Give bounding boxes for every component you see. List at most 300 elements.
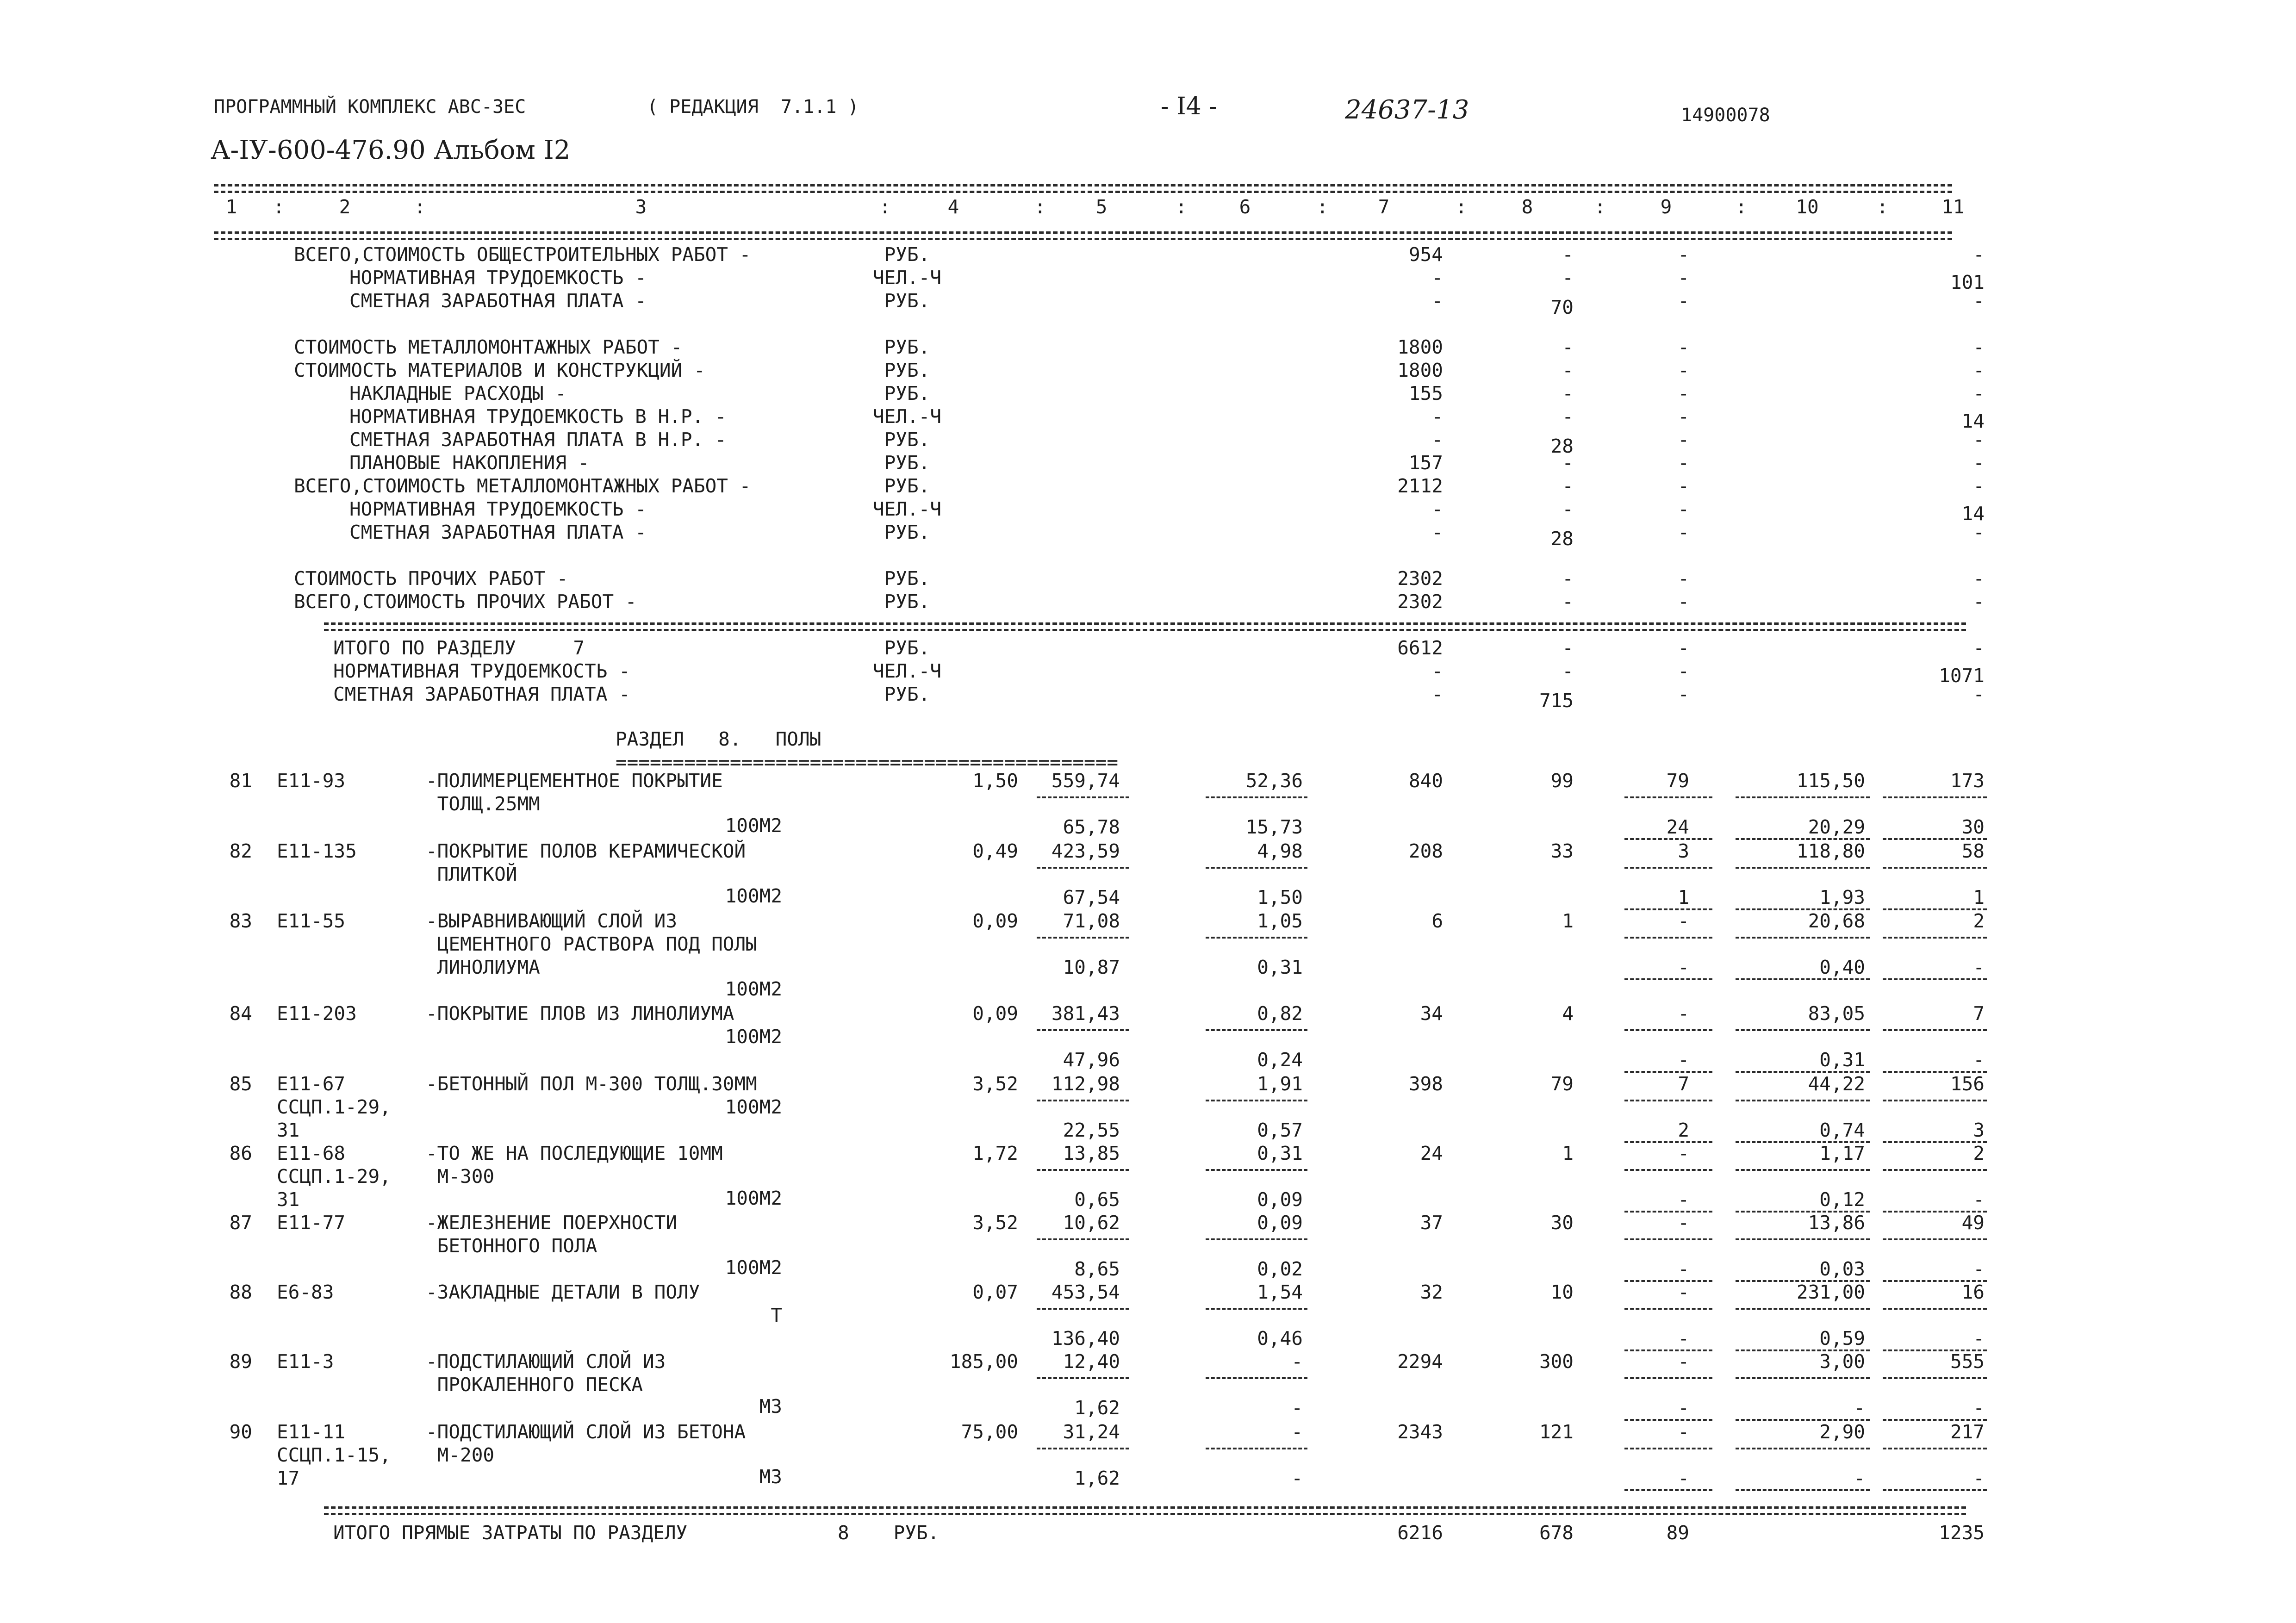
item-rule-col11	[1883, 1100, 1987, 1101]
header-rule-bottom	[214, 231, 1952, 234]
item-col11-wage: -	[1973, 1188, 1985, 1211]
summary-label: ВСЕГО,СТОИМОСТЬ ОБЩЕСТРОИТЕЛЬНЫХ РАБОТ -	[294, 243, 751, 266]
item-rule-col11	[1883, 796, 1987, 798]
item-rule-under-wage-col9	[1624, 978, 1712, 980]
item-rule-col9	[1624, 1308, 1712, 1310]
section-title: РАЗДЕЛ 8. ПОЛЫ	[616, 728, 821, 750]
item-unit: 100М2	[725, 978, 782, 1000]
item-unit: 100М2	[725, 1256, 782, 1279]
summary-unit: ЧЕЛ.-Ч	[872, 267, 942, 289]
column-separator: :	[1736, 196, 1747, 218]
item-rule-col10	[1736, 1238, 1870, 1240]
item-rule-under-wage-col9	[1624, 1489, 1712, 1491]
item-rule-under-wage-col11	[1883, 1489, 1987, 1491]
item-col9-total: 79	[1666, 770, 1689, 792]
final-total-unit: РУБ.	[893, 1522, 940, 1544]
item-col10-wage: 0,03	[1819, 1258, 1865, 1280]
header-rule-bottom-2	[214, 238, 1952, 240]
item-number: 81	[229, 770, 252, 792]
item-number: 84	[229, 1002, 252, 1025]
item-rule-under-wage-col9	[1624, 908, 1712, 910]
summary-col9: -	[1678, 405, 1689, 428]
item-col10-total: 1,17	[1819, 1142, 1865, 1164]
item-rule-col6	[1206, 867, 1307, 869]
item-rule-col5	[1037, 867, 1129, 869]
item-rule-col9	[1624, 1100, 1712, 1101]
summary-col11: -	[1973, 475, 1985, 497]
summary-col7: 155	[1408, 382, 1443, 404]
item-col10-total: 3,00	[1819, 1350, 1865, 1373]
header-rule-top-2	[214, 191, 1952, 193]
item-rule-col6	[1206, 1238, 1307, 1240]
item-col6-total: -	[1291, 1421, 1303, 1443]
summary-label: ПЛАНОВЫЕ НАКОПЛЕНИЯ -	[349, 452, 590, 474]
column-separator: :	[273, 196, 285, 218]
section-total-label: СМЕТНАЯ ЗАРАБОТНАЯ ПЛАТА -	[333, 683, 630, 705]
item-col7: 208	[1408, 840, 1443, 862]
summary-label: СТОИМОСТЬ МАТЕРИАЛОВ И КОНСТРУКЦИЙ -	[294, 359, 705, 381]
summary-col8: 28	[1550, 435, 1574, 457]
summary-col8: 28	[1550, 528, 1574, 550]
item-col5-wage: 136,40	[1051, 1327, 1120, 1349]
item-col11-total: 2	[1973, 910, 1985, 932]
item-number: 87	[229, 1212, 252, 1234]
item-col9-total: -	[1678, 910, 1689, 932]
item-rule-col9	[1624, 1029, 1712, 1031]
item-col9-wage: 2	[1678, 1119, 1689, 1141]
item-col10-wage: 0,12	[1819, 1188, 1865, 1211]
item-col11-wage: -	[1973, 1467, 1985, 1489]
item-col7: 32	[1420, 1281, 1443, 1303]
item-quantity: 75,00	[961, 1421, 1018, 1443]
summary-col7: -	[1431, 521, 1443, 543]
summary-label: ВСЕГО,СТОИМОСТЬ ПРОЧИХ РАБОТ -	[294, 591, 637, 613]
column-number: 7	[1378, 196, 1390, 218]
final-total-col9: 89	[1666, 1522, 1689, 1544]
item-col6-total: -	[1291, 1350, 1303, 1373]
summary-col9: -	[1678, 475, 1689, 497]
item-rule-col10	[1736, 867, 1870, 869]
summary-label: СМЕТНАЯ ЗАРАБОТНАЯ ПЛАТА -	[349, 290, 647, 312]
section-total-col7: -	[1431, 683, 1443, 705]
item-col7: 398	[1408, 1073, 1443, 1095]
summary-col9: -	[1678, 452, 1689, 474]
summary-col8: -	[1562, 475, 1574, 497]
item-description: ТОЛЩ.25ММ	[426, 793, 540, 815]
header-rule-top	[214, 184, 1952, 187]
summary-label: СТОИМОСТЬ МЕТАЛЛОМОНТАЖНЫХ РАБОТ -	[294, 336, 683, 358]
item-col5-total: 13,85	[1063, 1142, 1120, 1164]
item-col5-total: 31,24	[1063, 1421, 1120, 1443]
item-col6-wage: 0,31	[1257, 956, 1303, 978]
item-col9-wage: -	[1678, 1258, 1689, 1280]
item-code: 31	[277, 1188, 300, 1211]
column-separator: :	[1877, 196, 1888, 218]
item-col11-total: 217	[1950, 1421, 1985, 1443]
item-col11-total: 49	[1961, 1212, 1985, 1234]
item-rule-col9	[1624, 1377, 1712, 1379]
summary-col7: -	[1431, 429, 1443, 451]
item-rule-col10	[1736, 1169, 1870, 1171]
item-col5-total: 10,62	[1063, 1212, 1120, 1234]
item-col9-total: 3	[1678, 840, 1689, 862]
program-name: ПРОГРАММНЫЙ КОМПЛЕКС АВС-3ЕС	[214, 96, 526, 118]
summary-col11: 14	[1961, 503, 1985, 525]
item-col10-wage: 20,29	[1808, 816, 1865, 838]
summary-col8: -	[1562, 498, 1574, 520]
summary-col7: -	[1431, 267, 1443, 289]
section-total-label: ИТОГО ПО РАЗДЕЛУ 7	[333, 637, 585, 659]
item-quantity: 185,00	[949, 1350, 1018, 1373]
item-quantity: 1,72	[972, 1142, 1018, 1164]
item-col11-total: 555	[1950, 1350, 1985, 1373]
item-col10-total: 44,22	[1808, 1073, 1865, 1095]
item-code: ССЦП.1-29,	[277, 1096, 391, 1118]
summary-col7: 2112	[1397, 475, 1443, 497]
item-rule-col9	[1624, 1169, 1712, 1171]
item-col9-total: -	[1678, 1281, 1689, 1303]
item-col6-total: 52,36	[1245, 770, 1303, 792]
edition: ( РЕДАКЦИЯ 7.1.1 )	[647, 96, 859, 118]
summary-col8: -	[1562, 405, 1574, 428]
item-col10-wage: 0,59	[1819, 1327, 1865, 1349]
summary-col7: 157	[1408, 452, 1443, 474]
item-col11-wage: 1	[1973, 886, 1985, 908]
summary-col9: -	[1678, 498, 1689, 520]
item-rule-col10	[1736, 1029, 1870, 1031]
summary-unit: РУБ.	[884, 290, 930, 312]
summary-unit: РУБ.	[884, 359, 930, 381]
item-col5-total: 71,08	[1063, 910, 1120, 932]
item-col5-wage: 1,62	[1074, 1397, 1120, 1419]
item-rule-col5	[1037, 1100, 1129, 1101]
section-total-col11: -	[1973, 637, 1985, 659]
item-number: 89	[229, 1350, 252, 1373]
item-col11-wage: 30	[1961, 816, 1985, 838]
item-rule-col9	[1624, 867, 1712, 869]
summary-col8: -	[1562, 267, 1574, 289]
item-code: 31	[277, 1119, 300, 1141]
section-underline: ============================================	[616, 751, 1119, 773]
item-col10-wage: 1,93	[1819, 886, 1865, 908]
item-rule-col6	[1206, 1448, 1307, 1449]
item-col7: 6	[1431, 910, 1443, 932]
item-rule-col5	[1037, 937, 1129, 939]
column-number: 6	[1239, 196, 1251, 218]
item-rule-under-wage-col9	[1624, 838, 1712, 840]
summary-col11: -	[1973, 591, 1985, 613]
item-col8: 99	[1550, 770, 1574, 792]
item-code: 17	[277, 1467, 300, 1489]
item-description: ПЛИТКОЙ	[426, 863, 517, 885]
item-col11-total: 58	[1961, 840, 1985, 862]
item-rule-col6	[1206, 796, 1307, 798]
item-col10-total: 2,90	[1819, 1421, 1865, 1443]
item-col5-total: 12,40	[1063, 1350, 1120, 1373]
item-rule-under-wage-col11	[1883, 908, 1987, 910]
item-code: Е11-55	[277, 910, 346, 932]
item-col9-total: 7	[1678, 1073, 1689, 1095]
final-total-col8: 678	[1539, 1522, 1574, 1544]
summary-col9: -	[1678, 290, 1689, 312]
item-col10-total: 115,50	[1796, 770, 1865, 792]
summary-col8: -	[1562, 591, 1574, 613]
item-description: -ПОЛИМЕРЦЕМЕНТНОЕ ПОКРЫТИЕ	[426, 770, 723, 792]
item-col8: 121	[1539, 1421, 1574, 1443]
item-col5-wage: 22,55	[1063, 1119, 1120, 1141]
item-rule-under-wage-col9	[1624, 1071, 1712, 1073]
item-rule-col6	[1206, 1100, 1307, 1101]
item-col7: 840	[1408, 770, 1443, 792]
item-rule-col11	[1883, 1029, 1987, 1031]
item-col5-wage: 1,62	[1074, 1467, 1120, 1489]
column-number: 10	[1796, 196, 1819, 218]
section-total-col9: -	[1678, 637, 1689, 659]
column-number: 2	[339, 196, 351, 218]
item-rule-col5	[1037, 796, 1129, 798]
summary-label: СМЕТНАЯ ЗАРАБОТНАЯ ПЛАТА -	[349, 521, 647, 543]
column-number: 11	[1941, 196, 1965, 218]
item-col9-wage: 24	[1666, 816, 1689, 838]
item-rule-col5	[1037, 1448, 1129, 1449]
item-rule-under-wage-col9	[1624, 1419, 1712, 1421]
item-col8: 1	[1562, 910, 1574, 932]
item-col5-wage: 67,54	[1063, 886, 1120, 908]
item-col7: 2294	[1397, 1350, 1443, 1373]
column-number: 9	[1660, 196, 1672, 218]
handwritten-number: 24637-13	[1345, 95, 1469, 125]
item-rule-under-wage-col11	[1883, 978, 1987, 980]
summary-unit: РУБ.	[884, 243, 930, 266]
item-col8: 4	[1562, 1002, 1574, 1025]
item-col6-total: 0,09	[1257, 1212, 1303, 1234]
summary-col8: -	[1562, 382, 1574, 404]
summary-unit: РУБ.	[884, 382, 930, 404]
item-rule-col10	[1736, 1377, 1870, 1379]
summary-unit: ЧЕЛ.-Ч	[872, 498, 942, 520]
summary-col9: -	[1678, 336, 1689, 358]
item-col9-total: -	[1678, 1142, 1689, 1164]
item-col5-wage: 47,96	[1063, 1049, 1120, 1071]
item-col10-total: 83,05	[1808, 1002, 1865, 1025]
item-col5-wage: 10,87	[1063, 956, 1120, 978]
item-col6-wage: -	[1291, 1397, 1303, 1419]
item-unit: М3	[759, 1395, 782, 1418]
column-number: 4	[947, 196, 959, 218]
item-col10-total: 118,80	[1796, 840, 1865, 862]
item-col9-total: -	[1678, 1212, 1689, 1234]
item-quantity: 0,09	[972, 1002, 1018, 1025]
item-rule-col5	[1037, 1169, 1129, 1171]
summary-label: НОРМАТИВНАЯ ТРУДОЕМКОСТЬ -	[349, 267, 647, 289]
summary-unit: РУБ.	[884, 336, 930, 358]
summary-col7: 2302	[1397, 591, 1443, 613]
summary-label: ВСЕГО,СТОИМОСТЬ МЕТАЛЛОМОНТАЖНЫХ РАБОТ -	[294, 475, 751, 497]
summary-col8: -	[1562, 567, 1574, 590]
summary-unit: РУБ.	[884, 567, 930, 590]
item-rule-col11	[1883, 937, 1987, 939]
item-description: ПРОКАЛЕННОГО ПЕСКА	[426, 1374, 643, 1396]
item-rule-col10	[1736, 1100, 1870, 1101]
item-col10-total: 20,68	[1808, 910, 1865, 932]
item-number: 90	[229, 1421, 252, 1443]
item-col7: 37	[1420, 1212, 1443, 1234]
item-col6-total: 1,54	[1257, 1281, 1303, 1303]
section-total-rule-2	[324, 629, 1966, 631]
item-code: Е11-135	[277, 840, 357, 862]
summary-col9: -	[1678, 382, 1689, 404]
item-description: -ТО ЖЕ НА ПОСЛЕДУЮЩИЕ 10ММ	[426, 1142, 723, 1164]
column-number: 8	[1521, 196, 1533, 218]
item-col6-total: 4,98	[1257, 840, 1303, 862]
final-total-col7: 6216	[1397, 1522, 1443, 1544]
summary-col7: -	[1431, 498, 1443, 520]
summary-col9: -	[1678, 591, 1689, 613]
item-col6-wage: 1,50	[1257, 886, 1303, 908]
item-description: -ПОКРЫТИЕ ПОЛОВ КЕРАМИЧЕСКОЙ	[426, 840, 746, 862]
summary-col8: 70	[1550, 296, 1574, 318]
item-rule-col5	[1037, 1029, 1129, 1031]
item-col5-wage: 0,65	[1074, 1188, 1120, 1211]
item-rule-col11	[1883, 1377, 1987, 1379]
column-number: 5	[1095, 196, 1108, 218]
item-description: М-200	[426, 1444, 495, 1466]
item-code: ССЦП.1-15,	[277, 1444, 391, 1466]
item-col10-wage: 0,31	[1819, 1049, 1865, 1071]
item-col5-total: 423,59	[1051, 840, 1120, 862]
item-col9-wage: -	[1678, 1397, 1689, 1419]
item-col8: 30	[1550, 1212, 1574, 1234]
item-col11-total: 156	[1950, 1073, 1985, 1095]
item-code: Е11-68	[277, 1142, 346, 1164]
item-unit: Т	[771, 1304, 782, 1326]
item-col9-total: -	[1678, 1350, 1689, 1373]
item-rule-col6	[1206, 1377, 1307, 1379]
item-rule-col5	[1037, 1308, 1129, 1310]
summary-col9: -	[1678, 429, 1689, 451]
item-col9-wage: -	[1678, 1467, 1689, 1489]
summary-col11: -	[1973, 429, 1985, 451]
section-total-label: НОРМАТИВНАЯ ТРУДОЕМКОСТЬ -	[333, 660, 630, 682]
item-col5-total: 559,74	[1051, 770, 1120, 792]
item-rule-col10	[1736, 937, 1870, 939]
summary-col9: -	[1678, 359, 1689, 381]
item-col6-wage: 0,09	[1257, 1188, 1303, 1211]
item-col5-total: 381,43	[1051, 1002, 1120, 1025]
summary-label: НОРМАТИВНАЯ ТРУДОЕМКОСТЬ -	[349, 498, 647, 520]
column-number: 3	[635, 196, 647, 218]
summary-col9: -	[1678, 243, 1689, 266]
item-rule-col9	[1624, 937, 1712, 939]
summary-col7: -	[1431, 290, 1443, 312]
item-description: -ПОДСТИЛАЮЩИЙ СЛОЙ ИЗ БЕТОНА	[426, 1421, 746, 1443]
page-number: - I4 -	[1161, 93, 1217, 120]
summary-col11: 14	[1961, 410, 1985, 432]
summary-col9: -	[1678, 567, 1689, 590]
item-unit: 100М2	[725, 1187, 782, 1209]
item-col5-wage: 8,65	[1074, 1258, 1120, 1280]
item-unit: 100М2	[725, 1026, 782, 1048]
column-separator: :	[1594, 196, 1606, 218]
item-col8: 33	[1550, 840, 1574, 862]
item-description: -ПОКРЫТИЕ ПЛОВ ИЗ ЛИНОЛИУМА	[426, 1002, 734, 1025]
item-col6-total: 1,05	[1257, 910, 1303, 932]
summary-col11: -	[1973, 290, 1985, 312]
item-description: БЕТОННОГО ПОЛА	[426, 1235, 597, 1257]
summary-col9: -	[1678, 521, 1689, 543]
item-description: -ВЫРАВНИВАЮЩИЙ СЛОЙ ИЗ	[426, 910, 678, 932]
summary-col11: -	[1973, 382, 1985, 404]
item-col5-wage: 65,78	[1063, 816, 1120, 838]
item-quantity: 0,07	[972, 1281, 1018, 1303]
item-description: -ЗАКЛАДНЫЕ ДЕТАЛИ В ПОЛУ	[426, 1281, 700, 1303]
column-separator: :	[1034, 196, 1046, 218]
summary-unit: РУБ.	[884, 475, 930, 497]
item-col11-total: 7	[1973, 1002, 1985, 1025]
item-col9-wage: -	[1678, 1327, 1689, 1349]
summary-col7: 1800	[1397, 336, 1443, 358]
column-separator: :	[879, 196, 891, 218]
summary-label: НОРМАТИВНАЯ ТРУДОЕМКОСТЬ В Н.Р. -	[349, 405, 727, 428]
section-total-unit: ЧЕЛ.-Ч	[872, 660, 942, 682]
item-rule-col9	[1624, 1238, 1712, 1240]
item-number: 82	[229, 840, 252, 862]
item-code: Е11-11	[277, 1421, 346, 1443]
item-col11-wage: -	[1973, 1258, 1985, 1280]
item-rule-col11	[1883, 1169, 1987, 1171]
item-col11-wage: 3	[1973, 1119, 1985, 1141]
summary-col11: -	[1973, 243, 1985, 266]
item-number: 85	[229, 1073, 252, 1095]
item-number: 86	[229, 1142, 252, 1164]
summary-col8: -	[1562, 336, 1574, 358]
item-rule-col10	[1736, 1448, 1870, 1449]
item-rule-col6	[1206, 1308, 1307, 1310]
final-rule	[324, 1506, 1966, 1509]
section-total-col11: -	[1973, 683, 1985, 705]
item-col6-total: 0,82	[1257, 1002, 1303, 1025]
item-col9-wage: -	[1678, 956, 1689, 978]
item-number: 88	[229, 1281, 252, 1303]
item-code: Е11-93	[277, 770, 346, 792]
item-col5-total: 112,98	[1051, 1073, 1120, 1095]
summary-col8: -	[1562, 452, 1574, 474]
item-rule-col11	[1883, 1308, 1987, 1310]
column-separator: :	[414, 196, 426, 218]
item-code: Е11-203	[277, 1002, 357, 1025]
item-col11-wage: -	[1973, 1049, 1985, 1071]
section-total-col8: -	[1562, 660, 1574, 682]
item-col8: 300	[1539, 1350, 1574, 1373]
summary-col11: -	[1973, 336, 1985, 358]
item-col10-total: 231,00	[1796, 1281, 1865, 1303]
item-col11-wage: -	[1973, 1397, 1985, 1419]
item-col6-wage: 0,24	[1257, 1049, 1303, 1071]
item-col11-total: 173	[1950, 770, 1985, 792]
item-col7: 24	[1420, 1142, 1443, 1164]
item-col9-wage: -	[1678, 1188, 1689, 1211]
item-col11-wage: -	[1973, 956, 1985, 978]
item-description: -ПОДСТИЛАЮЩИЙ СЛОЙ ИЗ	[426, 1350, 666, 1373]
item-col7: 34	[1420, 1002, 1443, 1025]
summary-col11: -	[1973, 567, 1985, 590]
item-description: -ЖЕЛЕЗНЕНИЕ ПОЕРХНОСТИ	[426, 1212, 678, 1234]
item-rule-under-wage-col10	[1736, 978, 1870, 980]
summary-col11: 101	[1950, 271, 1985, 293]
final-total-section: 8	[838, 1522, 849, 1544]
item-unit: 100М2	[725, 1096, 782, 1118]
item-unit: М3	[759, 1466, 782, 1488]
